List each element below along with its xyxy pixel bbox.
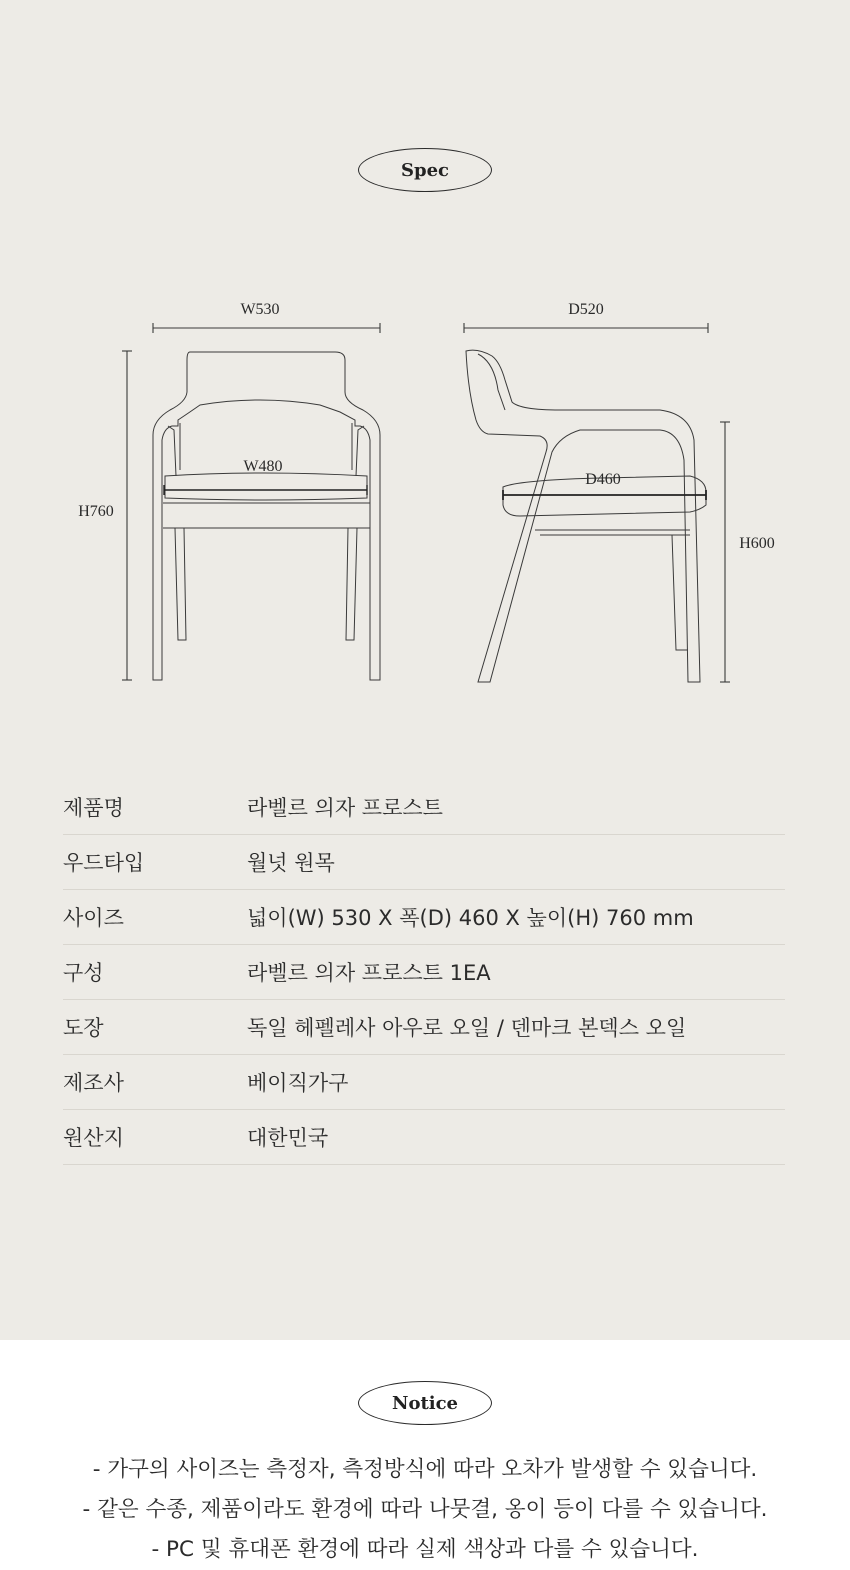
spec-label: 제품명 <box>63 796 124 820</box>
side-depth-label: D520 <box>568 301 604 318</box>
notice-line: - PC 및 휴대폰 환경에 따라 실제 색상과 다를 수 있습니다. <box>151 1537 699 1562</box>
spec-row <box>63 1110 785 1165</box>
side-height-dimension-line <box>720 422 730 682</box>
notice-title-badge: Notice <box>358 1381 492 1425</box>
seat-width-label: W480 <box>243 458 283 475</box>
spec-label: 원산지 <box>63 1126 124 1150</box>
notice-line: - 가구의 사이즈는 측정자, 측정방식에 따라 오차가 발생할 수 있습니다. <box>92 1457 758 1482</box>
chair-front-view <box>153 352 380 680</box>
seat-depth-dimension-line <box>503 490 706 500</box>
spec-table <box>63 780 785 1165</box>
spec-title-badge: Spec <box>358 148 492 192</box>
seat-depth-label: D460 <box>585 471 621 488</box>
front-width-dimension-line <box>153 323 380 333</box>
front-width-label: W530 <box>240 301 280 318</box>
spec-row <box>63 890 785 945</box>
spec-label: 도장 <box>63 1016 104 1040</box>
side-depth-dimension-line <box>464 323 708 333</box>
chair-side-view <box>466 350 706 682</box>
spec-value: 넓이(W) 530 X 폭(D) 460 X 높이(H) 760 mm <box>247 906 694 930</box>
spec-row <box>63 780 785 835</box>
spec-label: 우드타입 <box>63 851 145 875</box>
front-height-label: H760 <box>78 503 114 520</box>
spec-value: 월넛 원목 <box>247 851 335 875</box>
front-height-dimension-line <box>122 351 132 680</box>
spec-value: 대한민국 <box>247 1126 329 1150</box>
seat-height-label: H600 <box>739 535 775 552</box>
notice-line: - 같은 수종, 제품이라도 환경에 따라 나뭇결, 옹이 등이 다를 수 있습니다. <box>82 1497 768 1522</box>
spec-value: 베이직가구 <box>247 1071 349 1095</box>
spec-row <box>63 835 785 890</box>
spec-row <box>63 1000 785 1055</box>
spec-label: 구성 <box>63 961 104 985</box>
spec-row <box>63 945 785 1000</box>
spec-value: 독일 헤펠레사 아우로 오일 / 덴마크 본덱스 오일 <box>247 1016 687 1040</box>
notice-list <box>0 1450 850 1570</box>
spec-row <box>63 1055 785 1110</box>
spec-value: 라벨르 의자 프로스트 1EA <box>247 961 491 985</box>
chair-dimension-drawing <box>0 280 850 700</box>
spec-value: 라벨르 의자 프로스트 <box>247 796 443 820</box>
spec-label: 제조사 <box>63 1071 124 1095</box>
seat-width-dimension-line <box>164 485 367 495</box>
spec-label: 사이즈 <box>63 906 124 930</box>
